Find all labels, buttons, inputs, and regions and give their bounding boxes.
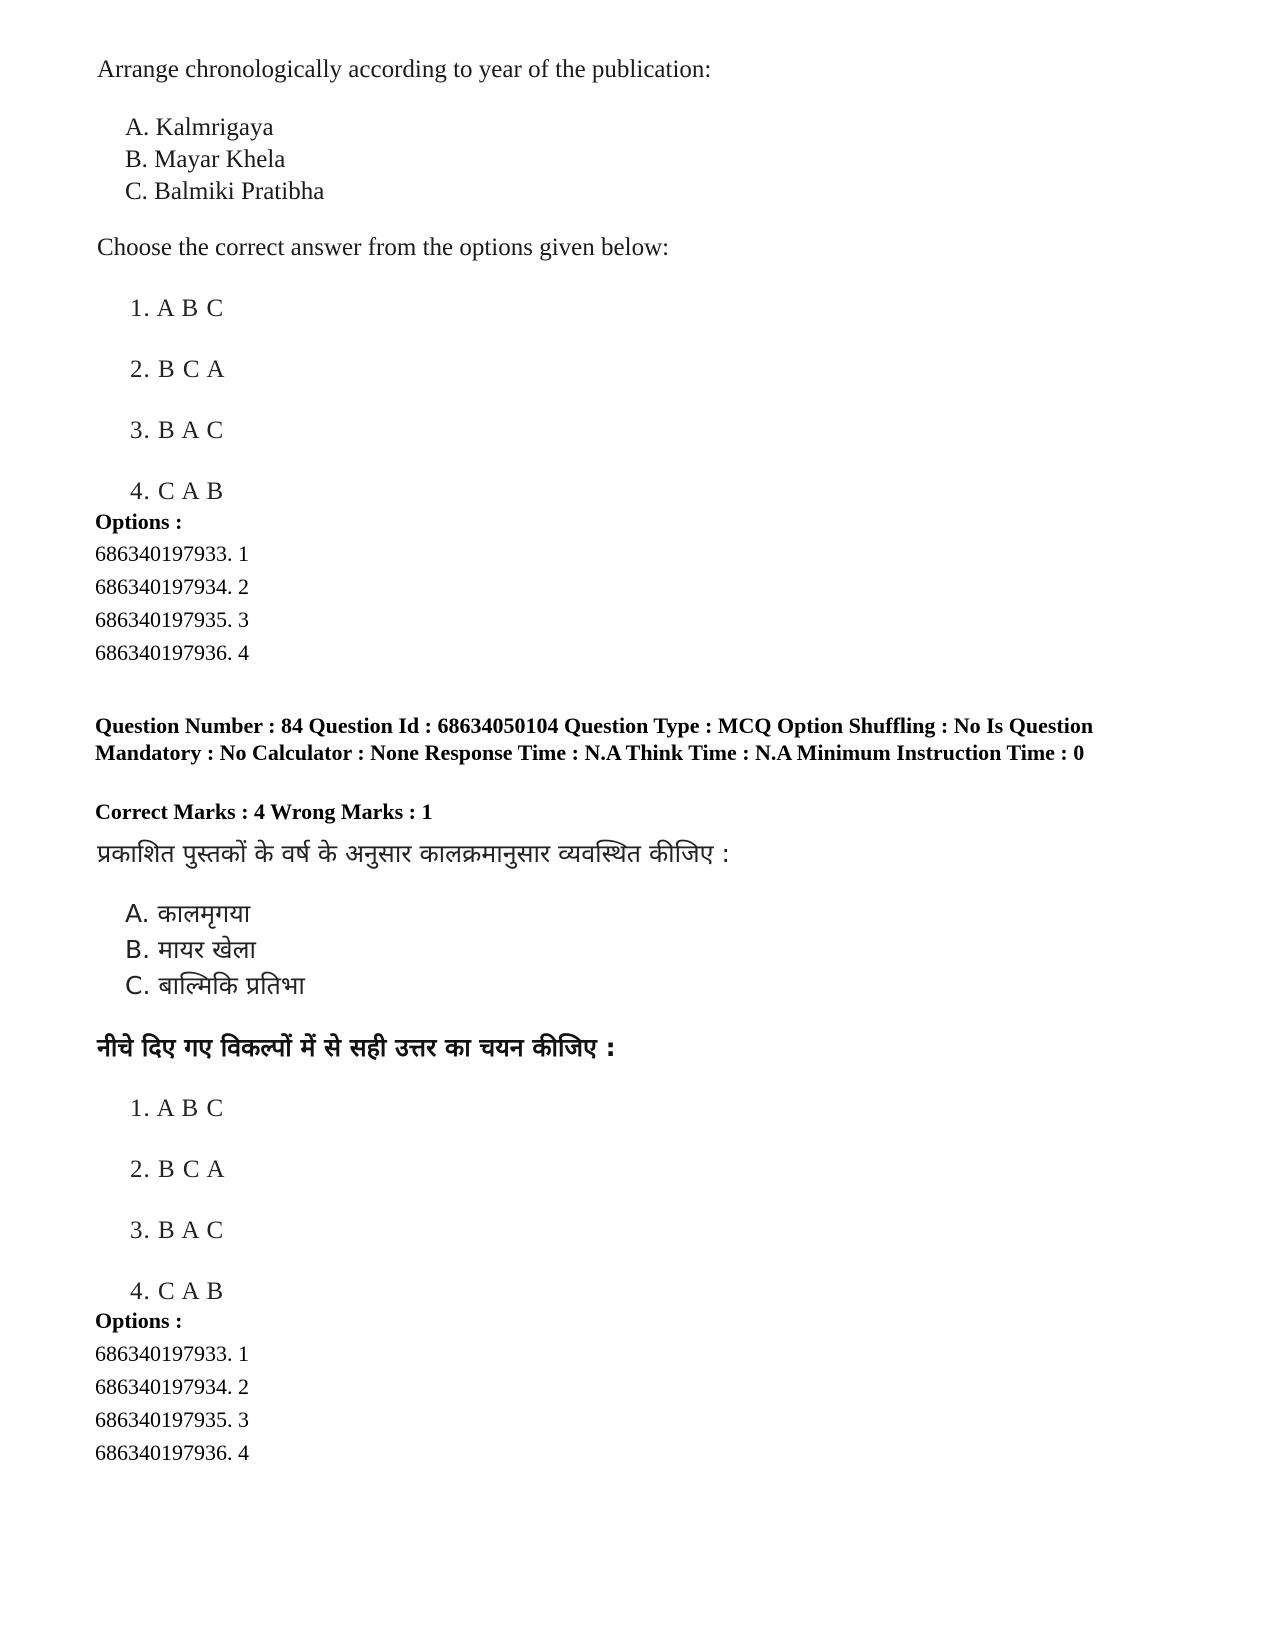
choice-item: 3. B A C <box>130 1217 225 1244</box>
statement-item: B. Mayar Khela <box>125 146 286 173</box>
option-id-item: 686340197936. 4 <box>95 1440 249 1465</box>
choice-item: 1. A B C <box>130 295 225 322</box>
choice-item: 3. B A C <box>130 417 225 444</box>
option-id-item: 686340197933. 1 <box>95 1341 249 1366</box>
statement-item: C. बाल्मिकि प्रतिभा <box>125 971 305 1000</box>
statement-list-hindi <box>125 896 305 1004</box>
choice-item: 1. A B C <box>130 1095 225 1122</box>
question-meta: Question Number : 84 Question Id : 68634050104 Question Type : MCQ Option Shuffling : No Is Question Mandatory : No Calculator : None Response Time : N.A Think Time : N.A Minimum Instruction Time : 0 <box>95 713 1094 765</box>
marks-info: Correct Marks : 4 Wrong Marks : 1 <box>95 799 433 824</box>
choice-item: 4. C A B <box>130 1278 225 1305</box>
question-text: Arrange chronologically according to year of the publication: <box>97 56 712 83</box>
choice-item: 2. B C A <box>130 1156 226 1183</box>
choice-item: 2. B C A <box>130 356 226 383</box>
options-label: Options : <box>95 509 183 534</box>
option-id-item: 686340197935. 3 <box>95 607 249 632</box>
options-label: Options : <box>95 1308 183 1333</box>
statement-item: B. मायर खेला <box>125 935 257 964</box>
choice-item: 4. C A B <box>130 478 225 505</box>
statement-item: A. कालमृगया <box>125 899 251 928</box>
option-id-item: 686340197936. 4 <box>95 640 249 665</box>
option-id-list <box>95 537 249 669</box>
statement-list <box>125 112 324 208</box>
instruction-text: Choose the correct answer from the options given below: <box>97 234 670 261</box>
option-id-item: 686340197935. 3 <box>95 1407 249 1432</box>
instruction-text-hindi: नीचे दिए गए विकल्पों में से सही उत्तर का चयन कीजिए : <box>97 1033 616 1062</box>
option-id-item: 686340197934. 2 <box>95 574 249 599</box>
option-id-list <box>95 1337 249 1469</box>
option-id-item: 686340197933. 1 <box>95 541 249 566</box>
statement-item: C. Balmiki Pratibha <box>125 178 325 205</box>
statement-item: A. Kalmrigaya <box>125 114 274 141</box>
question-text-hindi: प्रकाशित पुस्तकों के वर्ष के अनुसार कालक्रमानुसार व्यवस्थित कीजिए : <box>97 839 730 868</box>
option-id-item: 686340197934. 2 <box>95 1374 249 1399</box>
